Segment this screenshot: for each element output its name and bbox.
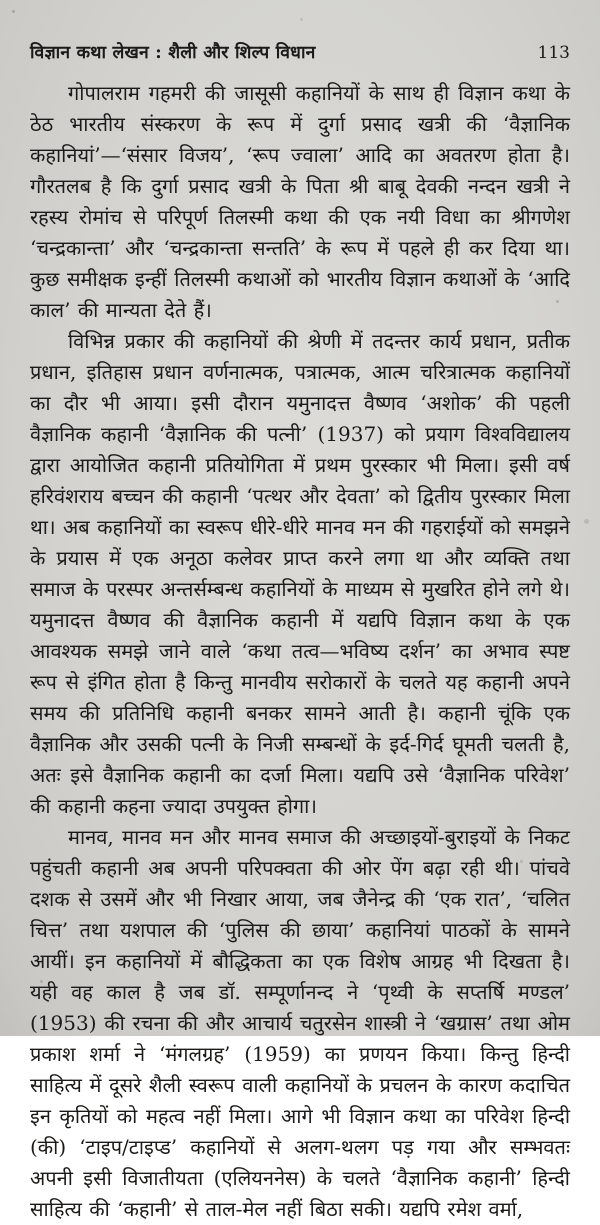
paragraph-2: विभिन्न प्रकार की कहानियों की श्रेणी में तदन्तर कार्य प्रधान, प्रतीक प्रधान, इतिहास प्रधान वर्णनात्मक, पत्रात्मक, आत्म चरित्रात्मक कहानियों का दौर भी आया। इसी दौरान यमुनादत्त वैष्णव ‘अशोक’ की पहली वैज्ञानिक कहानी ‘वैज्ञानिक की पत्नी’ (1937) को प्रयाग विश्वविद्यालय द्वारा आयोजित कहानी प्रतियोगिता में प्रथम पुरस्कार भी मिला। इसी वर्ष हरिवंशराय बच्चन की कहानी ‘पत्थर और देवता’ को द्वितीय पुरस्कार मिला था। अब कहानियों का स्वरूप धीरे-धीरे मानव मन की गहराईयों को समझने के प्रयास में एक अनूठा कलेवर प्राप्त करने लगा था और व्यक्ति तथा समाज के परस्पर अन्तर्सम्बन्ध कहानियों के माध्यम से मुखरित होने लगे थे। यमुनादत्त वैष्णव की वैज्ञानिक कहानी में यद्यपि विज्ञान कथा के एक आवश्यक समझे जाने वाले ‘कथा तत्व—भविष्य दर्शन’ का अभाव स्पष्ट रूप से इंगित होता है किन्तु मानवीय सरोकारों के चलते यह कहानी अपने समय की प्रतिनिधि कहानी बनकर सामने आती है। कहानी चूंकि एक वैज्ञानिक और उसकी पत्नी के निजी सम्बन्धों के इर्द-गिर्द घूमती चलती है, अतः इसे वैज्ञानिक कहानी का दर्जा मिला। यद्यपि उसे ‘वैज्ञानिक परिवेश’ की कहानी कहना ज्यादा उपयुक्त होगा। bbox=[30, 329, 570, 818]
paragraph-1: गोपालराम गहमरी की जासूसी कहानियों के साथ ही विज्ञान कथा के ठेठ भारतीय संस्करण के रूप में दुर्गा प्रसाद खत्री की ‘वैज्ञानिक कहानियां’—‘संसार विजय’, ‘रूप ज्वाला’ आदि का अवतरण होता है। गौरतलब है कि दुर्गा प्रसाद खत्री के पिता श्री बाबू देवकी नन्दन खत्री ने रहस्य रोमांच से परिपूर्ण तिलस्मी कथा की एक नयी विधा का श्रीगणेश ‘चन्द्रकान्ता’ और ‘चन्द्रकान्ता सन्तति’ के रूप में पहले ही कर दिया था। कुछ समीक्षक इन्हीं तिलस्मी कथाओं को भारतीय विज्ञान कथाओं के ‘आदि काल’ की मान्यता देते हैं। bbox=[30, 81, 570, 322]
paragraph-3: मानव, मानव मन और मानव समाज की अच्छाइयों-बुराइयों के निकट पहुंचती कहानी अब अपनी परिपक्वता की ओर पेंग बढ़ा रही थी। पांचवे दशक से उसमें और भी निखार आया, जब जैनेन्द्र की ‘एक रात’, ‘चलित चित्त’ तथा यशपाल की ‘पुलिस की छाया’ कहानियां पाठकों के सामने आयीं। इन कहानियों में बौद्धिकता का एक विशेष आग्रह भी दिखता है। यही वह काल है जब डॉ. सम्पूर्णानन्द ने ‘पृथ्वी के सप्तर्षि मण्डल’ (1953) की रचना की और आचार्य चतुरसेन शास्त्री ने ‘खग्रास’ तथा ओम प्रकाश शर्मा ने ‘मंगलग्रह’ (1959) का प्रणयन किया। किन्तु हिन्दी साहित्य में दूसरे शैली स्वरूप वाली कहानियों के प्रचलन के कारण कदाचित इन कृतियों को महत्व नहीं मिला। आगे भी विज्ञान कथा का परिवेश हिन्दी (की) ‘टाइप/टाइप्ड’ कहानियों से अलग-थलग पड़ गया और सम्भवतः अपनी इसी विजातीयता (एलियननेस) के चलते ‘वैज्ञानिक कहानी’ हिन्दी साहित्य की ‘कहानी’ से ताल-मेल नहीं बिठा सकी। यद्यपि रमेश वर्मा, bbox=[30, 825, 570, 1221]
scan-noise bbox=[0, 0, 3, 3]
page-number: 113 bbox=[537, 43, 570, 63]
page-body bbox=[30, 78, 570, 1225]
running-header-title: विज्ञान कथा लेखन : शैली और शिल्प विधान bbox=[30, 43, 316, 63]
page-header bbox=[30, 40, 570, 64]
